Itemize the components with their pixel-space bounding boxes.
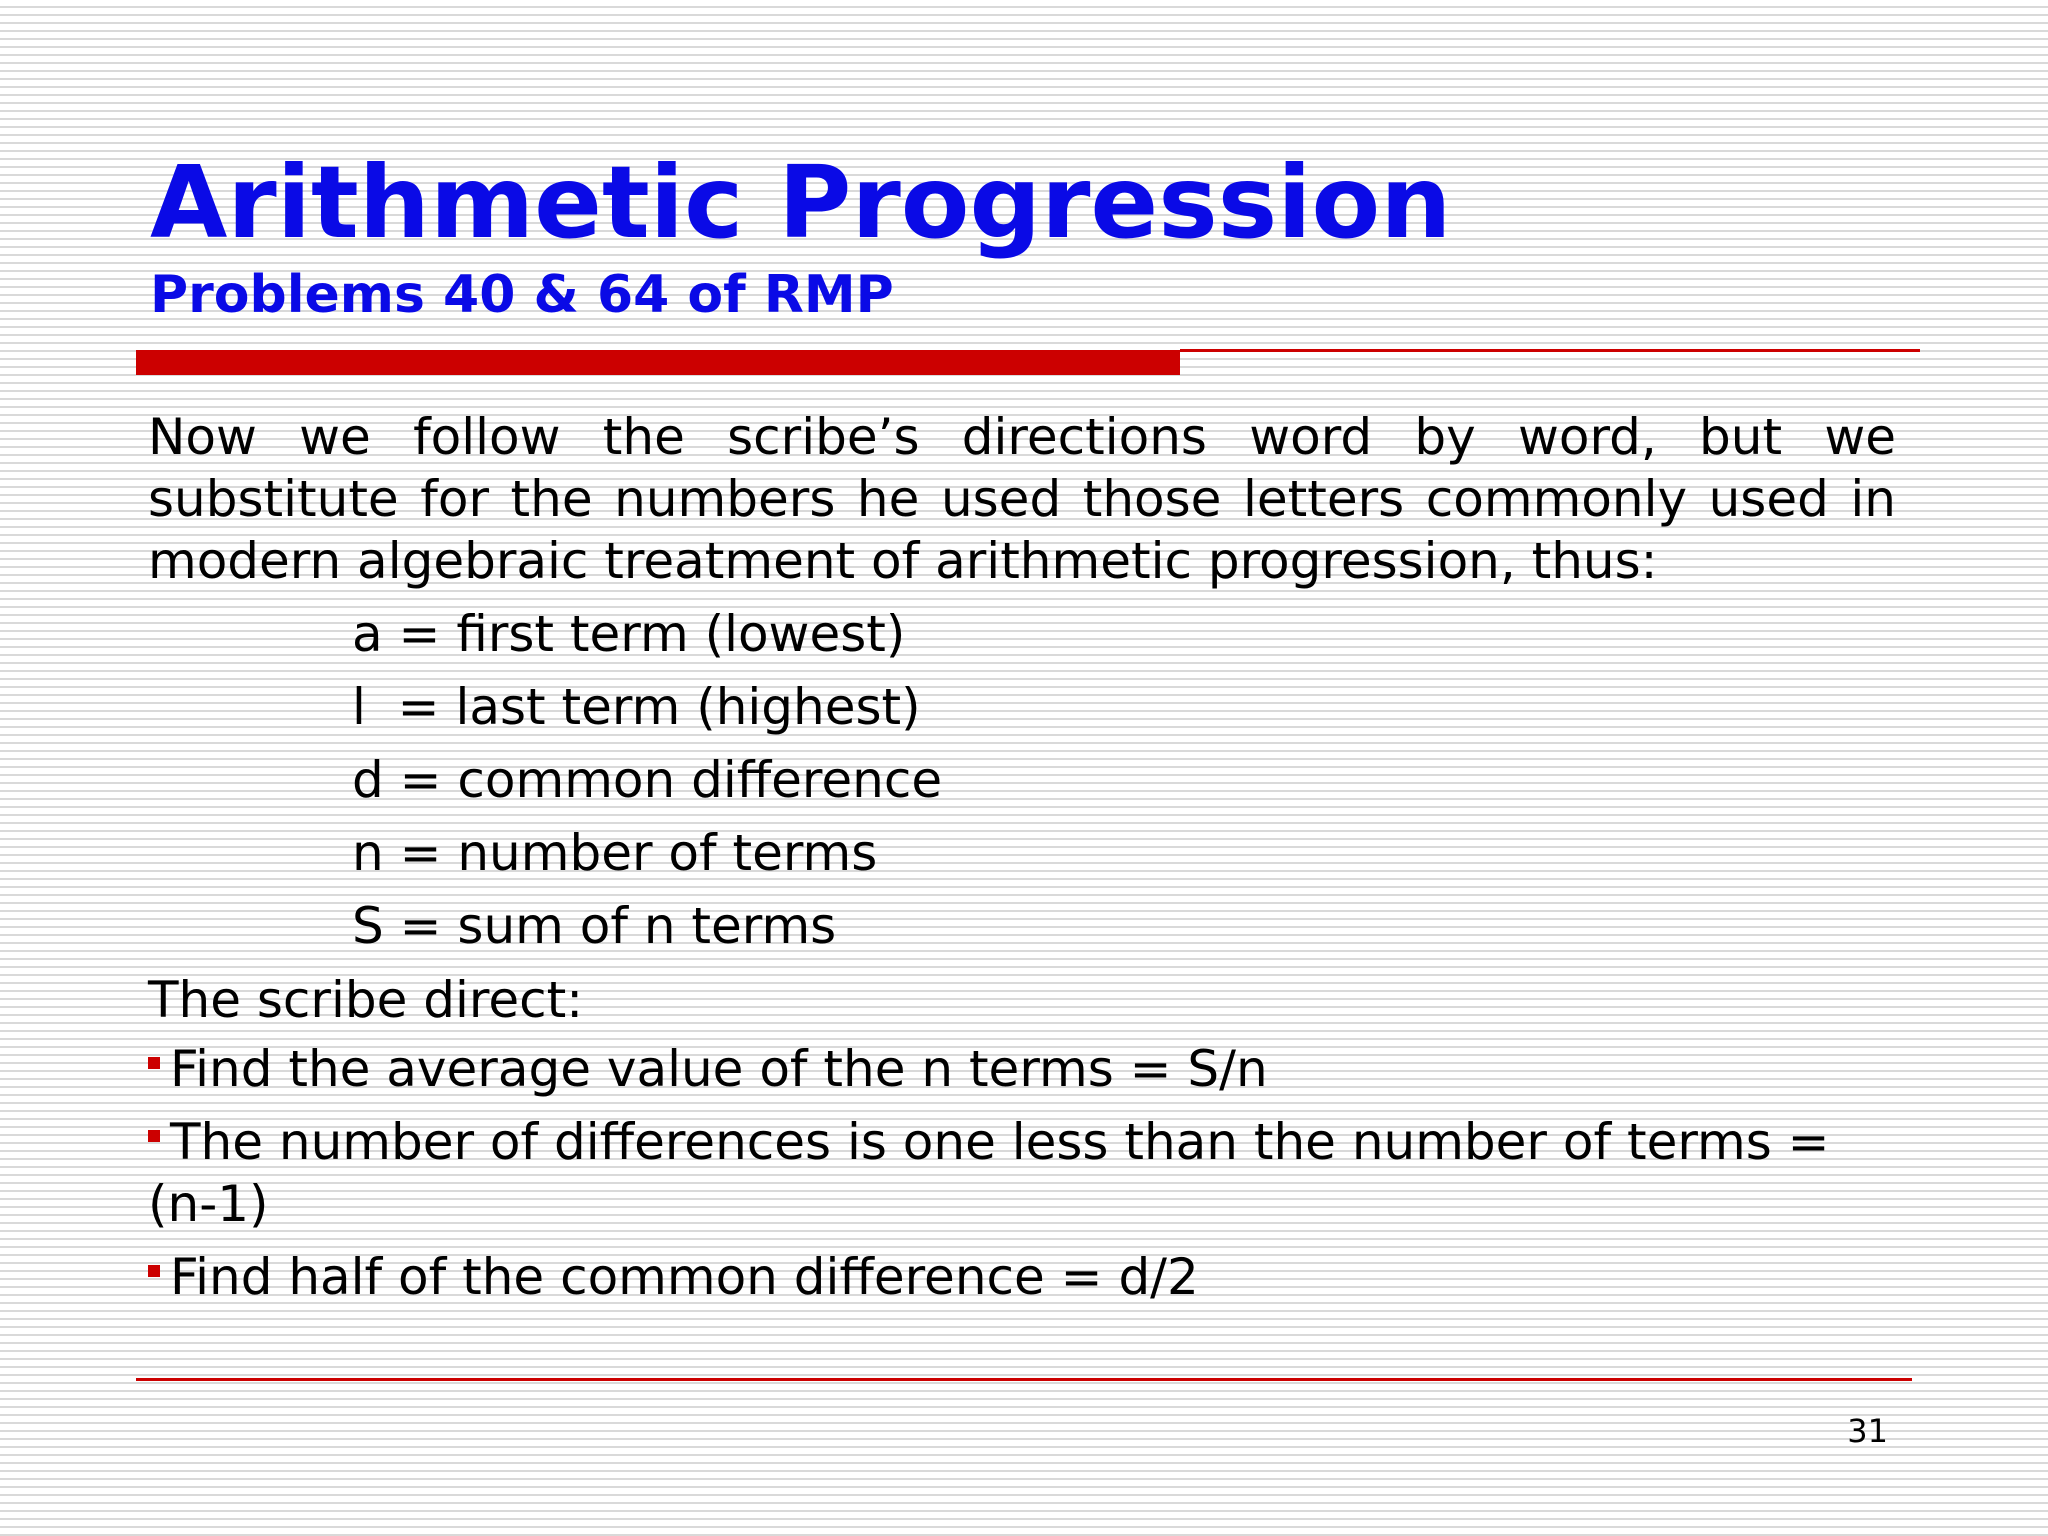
definition-number-of-terms: n = number of terms — [352, 824, 878, 882]
title-underline-thin — [1180, 349, 1920, 352]
square-bullet-icon — [148, 1130, 160, 1142]
page-number: 31 — [1847, 1412, 1888, 1450]
footer-rule — [136, 1378, 1912, 1381]
bullet-text-average: Find the average value of the n terms = S/n — [170, 1040, 1268, 1098]
definition-common-difference: d = common difference — [352, 751, 943, 809]
square-bullet-icon — [148, 1265, 160, 1277]
slide-title: Arithmetic Progression — [150, 144, 1452, 261]
square-bullet-icon — [148, 1057, 160, 1069]
definition-list — [352, 598, 942, 963]
bullet-list — [148, 1038, 1896, 1319]
intro-paragraph: Now we follow the scribe’s directions word by word, but we substitute for the numbers he used those letters commonly used in modern algebraic treatment of arithmetic progression, thus: — [148, 408, 1896, 590]
title-underline-thick — [136, 350, 1180, 375]
bullet-text-differences: The number of differences is one less than the number of terms = (n-1) — [148, 1113, 1830, 1233]
list-item — [148, 1246, 1896, 1308]
definition-last-term: l = last term (highest) — [352, 678, 921, 736]
scribe-direct-label: The scribe direct: — [148, 971, 584, 1029]
slide-subtitle: Problems 40 & 64 of RMP — [150, 265, 894, 325]
list-item — [148, 1038, 1896, 1100]
bullet-text-half-difference: Find half of the common difference = d/2 — [170, 1248, 1199, 1306]
definition-sum: S = sum of n terms — [352, 897, 837, 955]
definition-first-term: a = first term (lowest) — [352, 605, 906, 663]
list-item — [148, 1111, 1896, 1235]
